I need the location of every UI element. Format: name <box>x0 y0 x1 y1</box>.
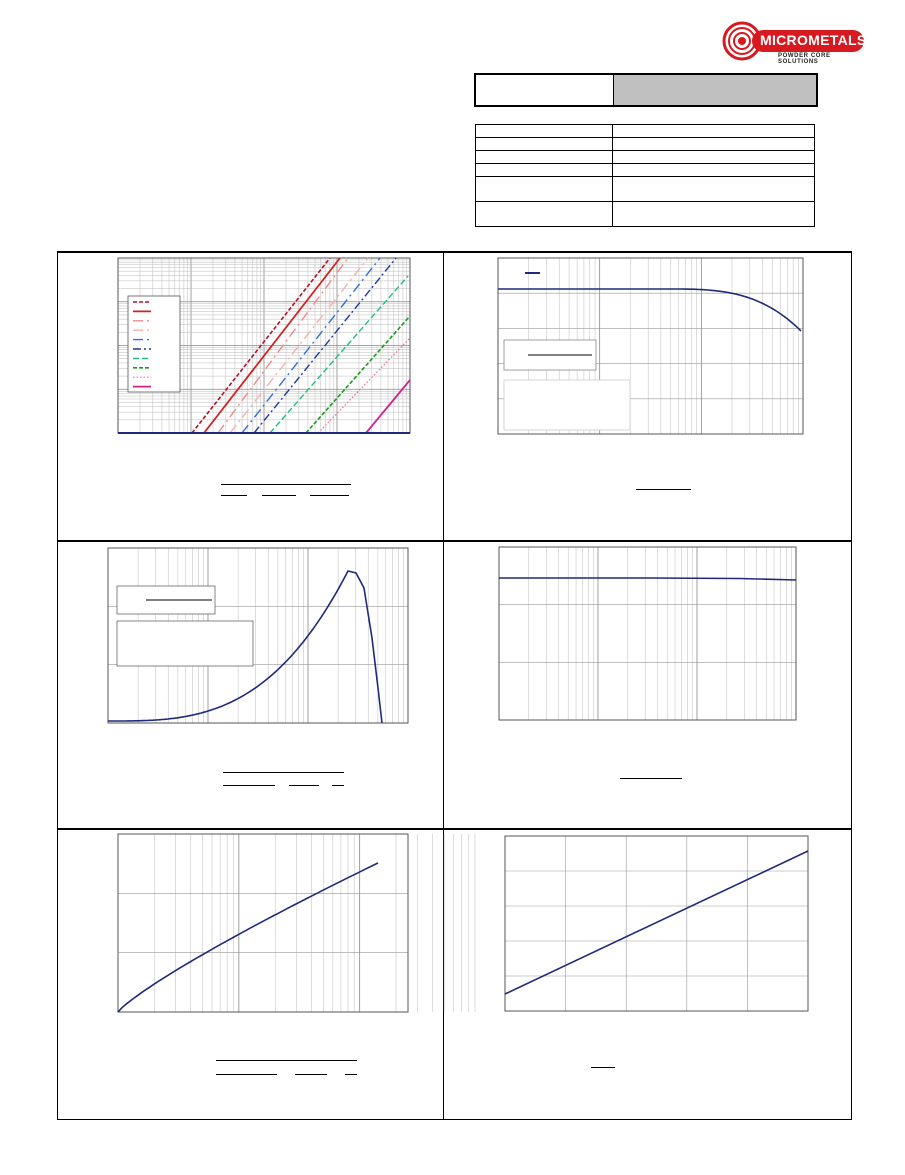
panel-divider-horizontal <box>57 828 852 830</box>
formula-fraction-bar <box>591 1067 615 1068</box>
formula-fraction-bar <box>216 1074 277 1075</box>
material-header-label <box>476 75 614 105</box>
plot-frame <box>499 547 796 720</box>
material-header-value <box>614 75 816 105</box>
magnetization-curve-chart <box>118 834 410 1014</box>
permeability-frequency-chart <box>498 258 806 436</box>
legend-box <box>128 296 180 392</box>
series-line <box>505 851 808 994</box>
spec-row <box>476 202 815 227</box>
permeability-flux-chart <box>108 548 410 726</box>
formula-fraction-bar <box>223 785 275 786</box>
spec-row <box>476 125 815 138</box>
annotation-box <box>504 380 630 430</box>
material-header-box <box>474 73 818 107</box>
panel-divider-vertical <box>443 251 444 1119</box>
formula-fraction-bar <box>636 489 691 490</box>
plot-frame <box>118 834 408 1012</box>
series-line <box>270 276 408 433</box>
core-loss-chart <box>118 258 418 436</box>
series-line <box>306 316 410 433</box>
permeability-temperature-chart <box>499 547 799 723</box>
formula-fraction-bar <box>216 1060 357 1061</box>
formula-fraction-bar <box>620 778 682 779</box>
series-line <box>118 863 378 1012</box>
annotation-box <box>117 621 253 666</box>
formula-fraction-bar <box>221 495 247 496</box>
spec-row <box>476 151 815 164</box>
formula-fraction-bar <box>295 1074 327 1075</box>
series-line <box>499 578 796 580</box>
formula-fraction-bar <box>221 484 351 485</box>
formula-fraction-bar <box>345 1074 357 1075</box>
logo-tagline: POWDER CORE SOLUTIONS <box>778 53 831 65</box>
formula-fraction-bar <box>262 495 296 496</box>
formula-fraction-bar <box>310 495 349 496</box>
spec-row <box>476 138 815 151</box>
spec-row <box>476 164 815 177</box>
formula-fraction-bar <box>223 772 344 773</box>
series-line <box>498 289 801 331</box>
plot-frame <box>505 836 808 1011</box>
panel-divider-horizontal <box>57 540 852 542</box>
spec-table <box>475 124 815 227</box>
formula-fraction-bar <box>289 785 319 786</box>
linear-rise-chart <box>505 836 810 1014</box>
spec-row <box>476 177 815 202</box>
logo-wordmark: MICROMETALS <box>760 32 867 48</box>
formula-fraction-bar <box>332 785 344 786</box>
brand-logo <box>722 18 872 64</box>
